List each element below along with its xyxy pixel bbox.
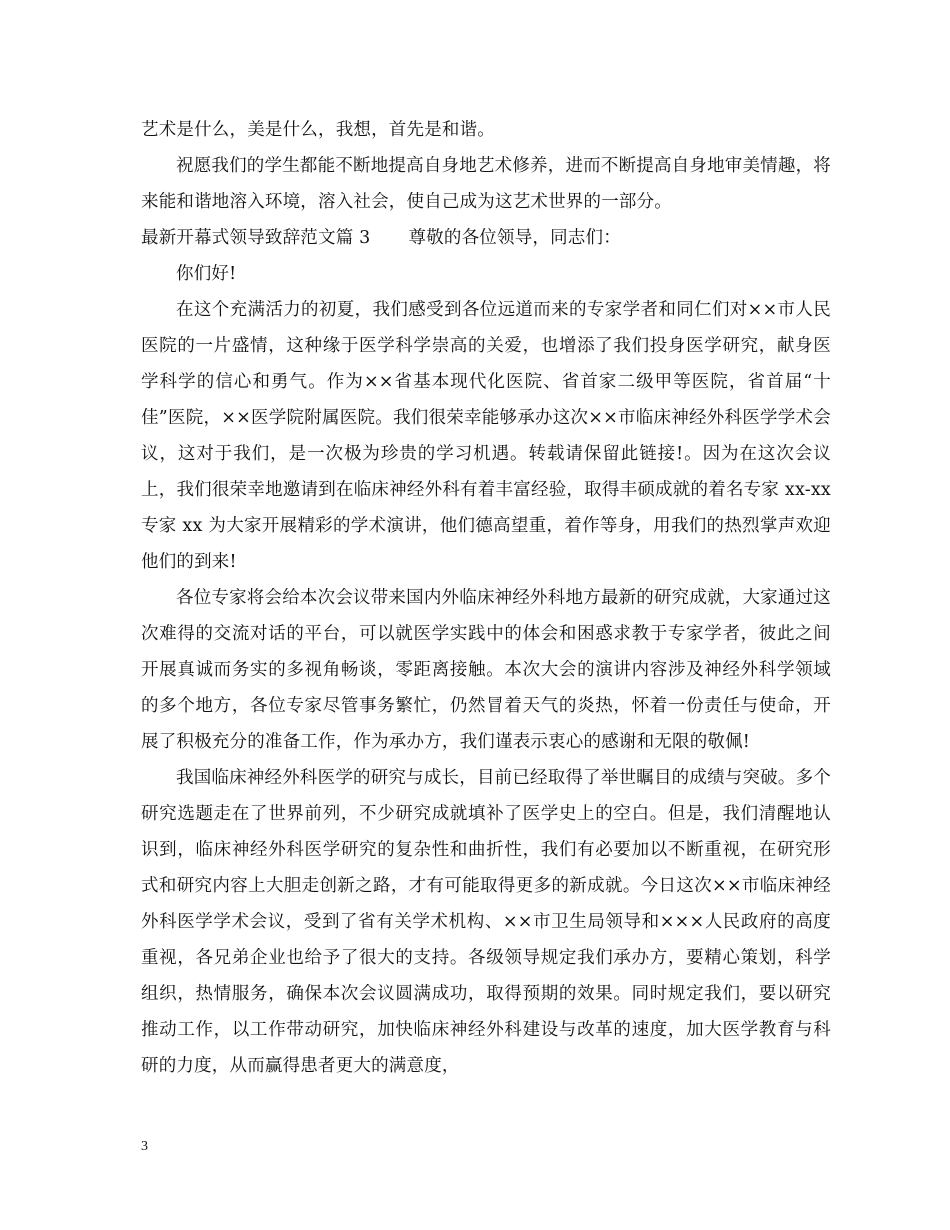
body-paragraph-2: 各位专家将会给本次会议带来国内外临床神经外科地方最新的研究成就，大家通过这次难得的交流对话的平台，可以就医学实践中的体会和困惑求教于专家学者，彼此之间开展真诚而务实的多视角畅谈，零距离接触。本次大会的演讲内容涉及神经外科学领域的多个地方，各位专家尽管事务繁忙，仍然冒着天气的炎热，怀着一份责任与使命，开展了积极充分的准备工作，作为承办方，我们谨表示衷心的感谢和无限的敬佩! xyxy=(141,588,831,752)
section-title: 最新开幕式领导致辞范文篇 3 xyxy=(141,228,371,248)
page-number: 3 xyxy=(141,1139,148,1154)
wish-paragraph: 祝愿我们的学生都能不断地提高自身地艺术修养，进而不断提高自身地审美情趣，将来能和谐地溶入环境，溶入社会，使自己成为这艺术世界的一部分。 xyxy=(141,156,831,212)
intro-line: 艺术是什么，美是什么，我想，首先是和谐。 xyxy=(141,120,495,140)
body-paragraph-3: 我国临床神经外科医学的研究与成长，目前已经取得了举世瞩目的成绩与突破。多个研究选题走在了世界前列，不少研究成就填补了医学史上的空白。但是，我们清醒地认识到，临床神经外科医学研究的复杂性和曲折性，我们有必要加以不断重视，在研究形式和研究内容上大胆走创新之路，才有可能取得更多的新成就。今日这次××市临床神经外科医学学术会议，受到了省有关学术机构、××市卫生局领导和×××人民政府的高度重视，各兄弟企业也给予了很大的支持。各级领导规定我们承办方，要精心策划，科学组织，热情服务，确保本次会议圆满成功，取得预期的效果。同时规定我们，要以研究推动工作，以工作带动研究，加快临床神经外科建设与改革的速度，加大医学教育与科研的力度，从而赢得患者更大的满意度， xyxy=(141,768,831,1076)
document-body xyxy=(141,112,831,1084)
body-paragraph-1: 在这个充满活力的初夏，我们感受到各位远道而来的专家学者和同仁们对××市人民医院的一片盛情，这种缘于医学科学崇高的关爱，也增添了我们投身医学研究，献身医学科学的信心和勇气。作为××省基本现代化医院、省首家二级甲等医院，省首届“十佳”医院，××医学院附属医院。我们很荣幸能够承办这次××市临床神经外科医学学术会议，这对于我们，是一次极为珍贵的学习机遇。转载请保留此链接!。因为在这次会议上，我们很荣幸地邀请到在临床神经外科有着丰富经验，取得丰硕成就的着名专家 xx-xx 专家 xx 为大家开展精彩的学术演讲，他们德高望重，着作等身，用我们的热烈掌声欢迎他们的到来! xyxy=(141,300,831,572)
section-heading-line xyxy=(141,220,831,256)
salutation: 尊敬的各位领导，同志们： xyxy=(408,228,621,248)
greeting: 你们好! xyxy=(176,264,237,284)
